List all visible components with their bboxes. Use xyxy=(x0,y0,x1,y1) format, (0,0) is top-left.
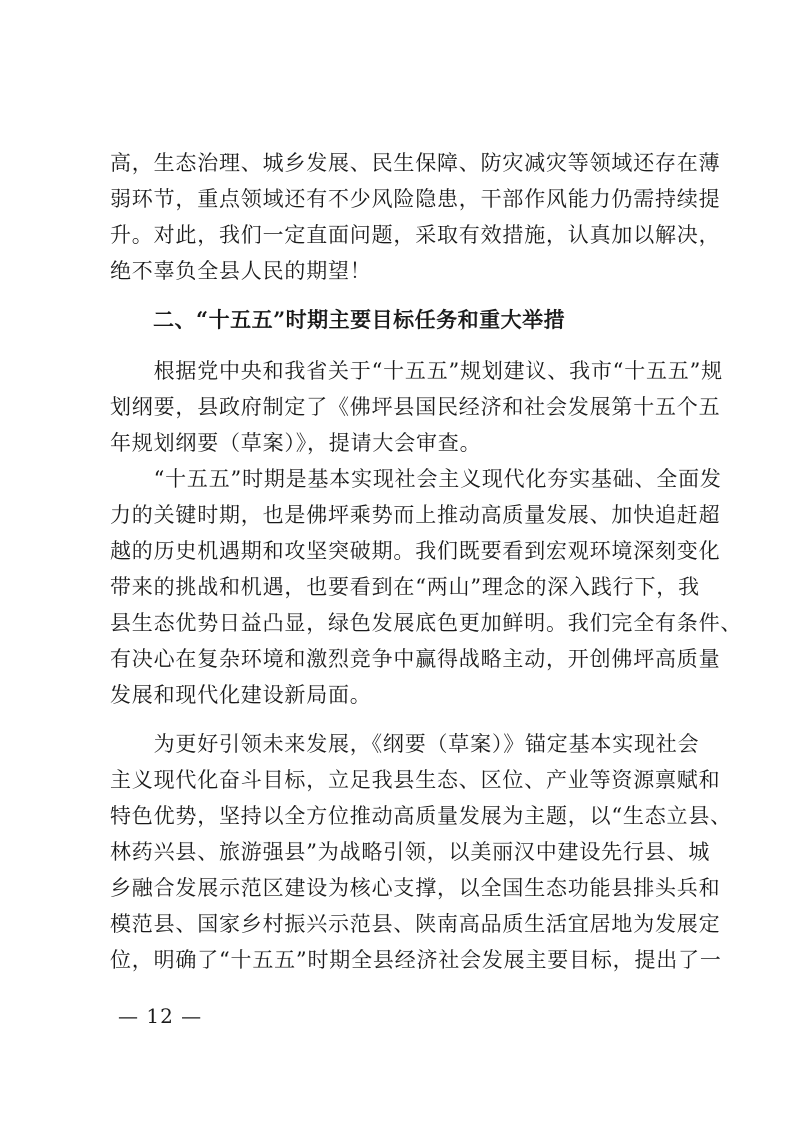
body-line: 根据党中央和我省关于“十五五”规划建议、我市“十五五”规 xyxy=(110,359,723,383)
body-line: 划纲要，县政府制定了《佛坪县国民经济和社会发展第十五个五 xyxy=(110,395,721,419)
body-line: 发展和现代化建设新局面。 xyxy=(110,683,372,707)
body-line: 带来的挑战和机遇，也要看到在“两山”理念的深入践行下，我 xyxy=(110,575,700,599)
body-line: 特色优势，坚持以全方位推动高质量发展为主题，以“生态立县、 xyxy=(110,804,732,828)
body-line: 位，明确了“十五五”时期全县经济社会发展主要目标，提出了一 xyxy=(110,948,722,972)
body-line: “十五五”时期是基本实现社会主义现代化夯实基础、全面发 xyxy=(110,467,722,491)
body-line: 模范县、国家乡村振兴示范县、陕南高品质生活宜居地为发展定 xyxy=(110,912,721,936)
body-line: 为更好引领未来发展，《纲要（草案）》锚定基本实现社会 xyxy=(110,732,700,756)
page-number: — 12 — xyxy=(118,1004,203,1028)
body-line: 弱环节，重点领域还有不少风险隐患，干部作风能力仍需持续提 xyxy=(110,187,721,211)
body-line: 年规划纲要（草案）》，提请大会审查。 xyxy=(110,431,482,455)
body-line: 绝不辜负全县人民的期望！ xyxy=(110,259,372,283)
body-line: 力的关键时期，也是佛坪乘势而上推动高质量发展、加快追赶超 xyxy=(110,503,721,527)
body-line: 高，生态治理、城乡发展、民生保障、防灾减灾等领域还存在薄 xyxy=(110,151,721,175)
section-heading: 二、“十五五”时期主要目标任务和重大举措 xyxy=(110,307,566,332)
body-line: 县生态优势日益凸显，绿色发展底色更加鲜明。我们完全有条件、 xyxy=(110,611,743,635)
body-line: 乡融合发展示范区建设为核心支撑，以全国生态功能县排头兵和 xyxy=(110,876,721,900)
body-line: 升。对此，我们一定直面问题，采取有效措施，认真加以解决， xyxy=(110,223,721,247)
body-line: 主义现代化奋斗目标，立足我县生态、区位、产业等资源禀赋和 xyxy=(110,768,721,792)
body-line: 林药兴县、旅游强县”为战略引领，以美丽汉中建设先行县、城 xyxy=(110,840,711,864)
body-line: 越的历史机遇期和攻坚突破期。我们既要看到宏观环境深刻变化 xyxy=(110,539,721,563)
body-line: 有决心在复杂环境和激烈竞争中赢得战略主动，开创佛坪高质量 xyxy=(110,647,721,671)
